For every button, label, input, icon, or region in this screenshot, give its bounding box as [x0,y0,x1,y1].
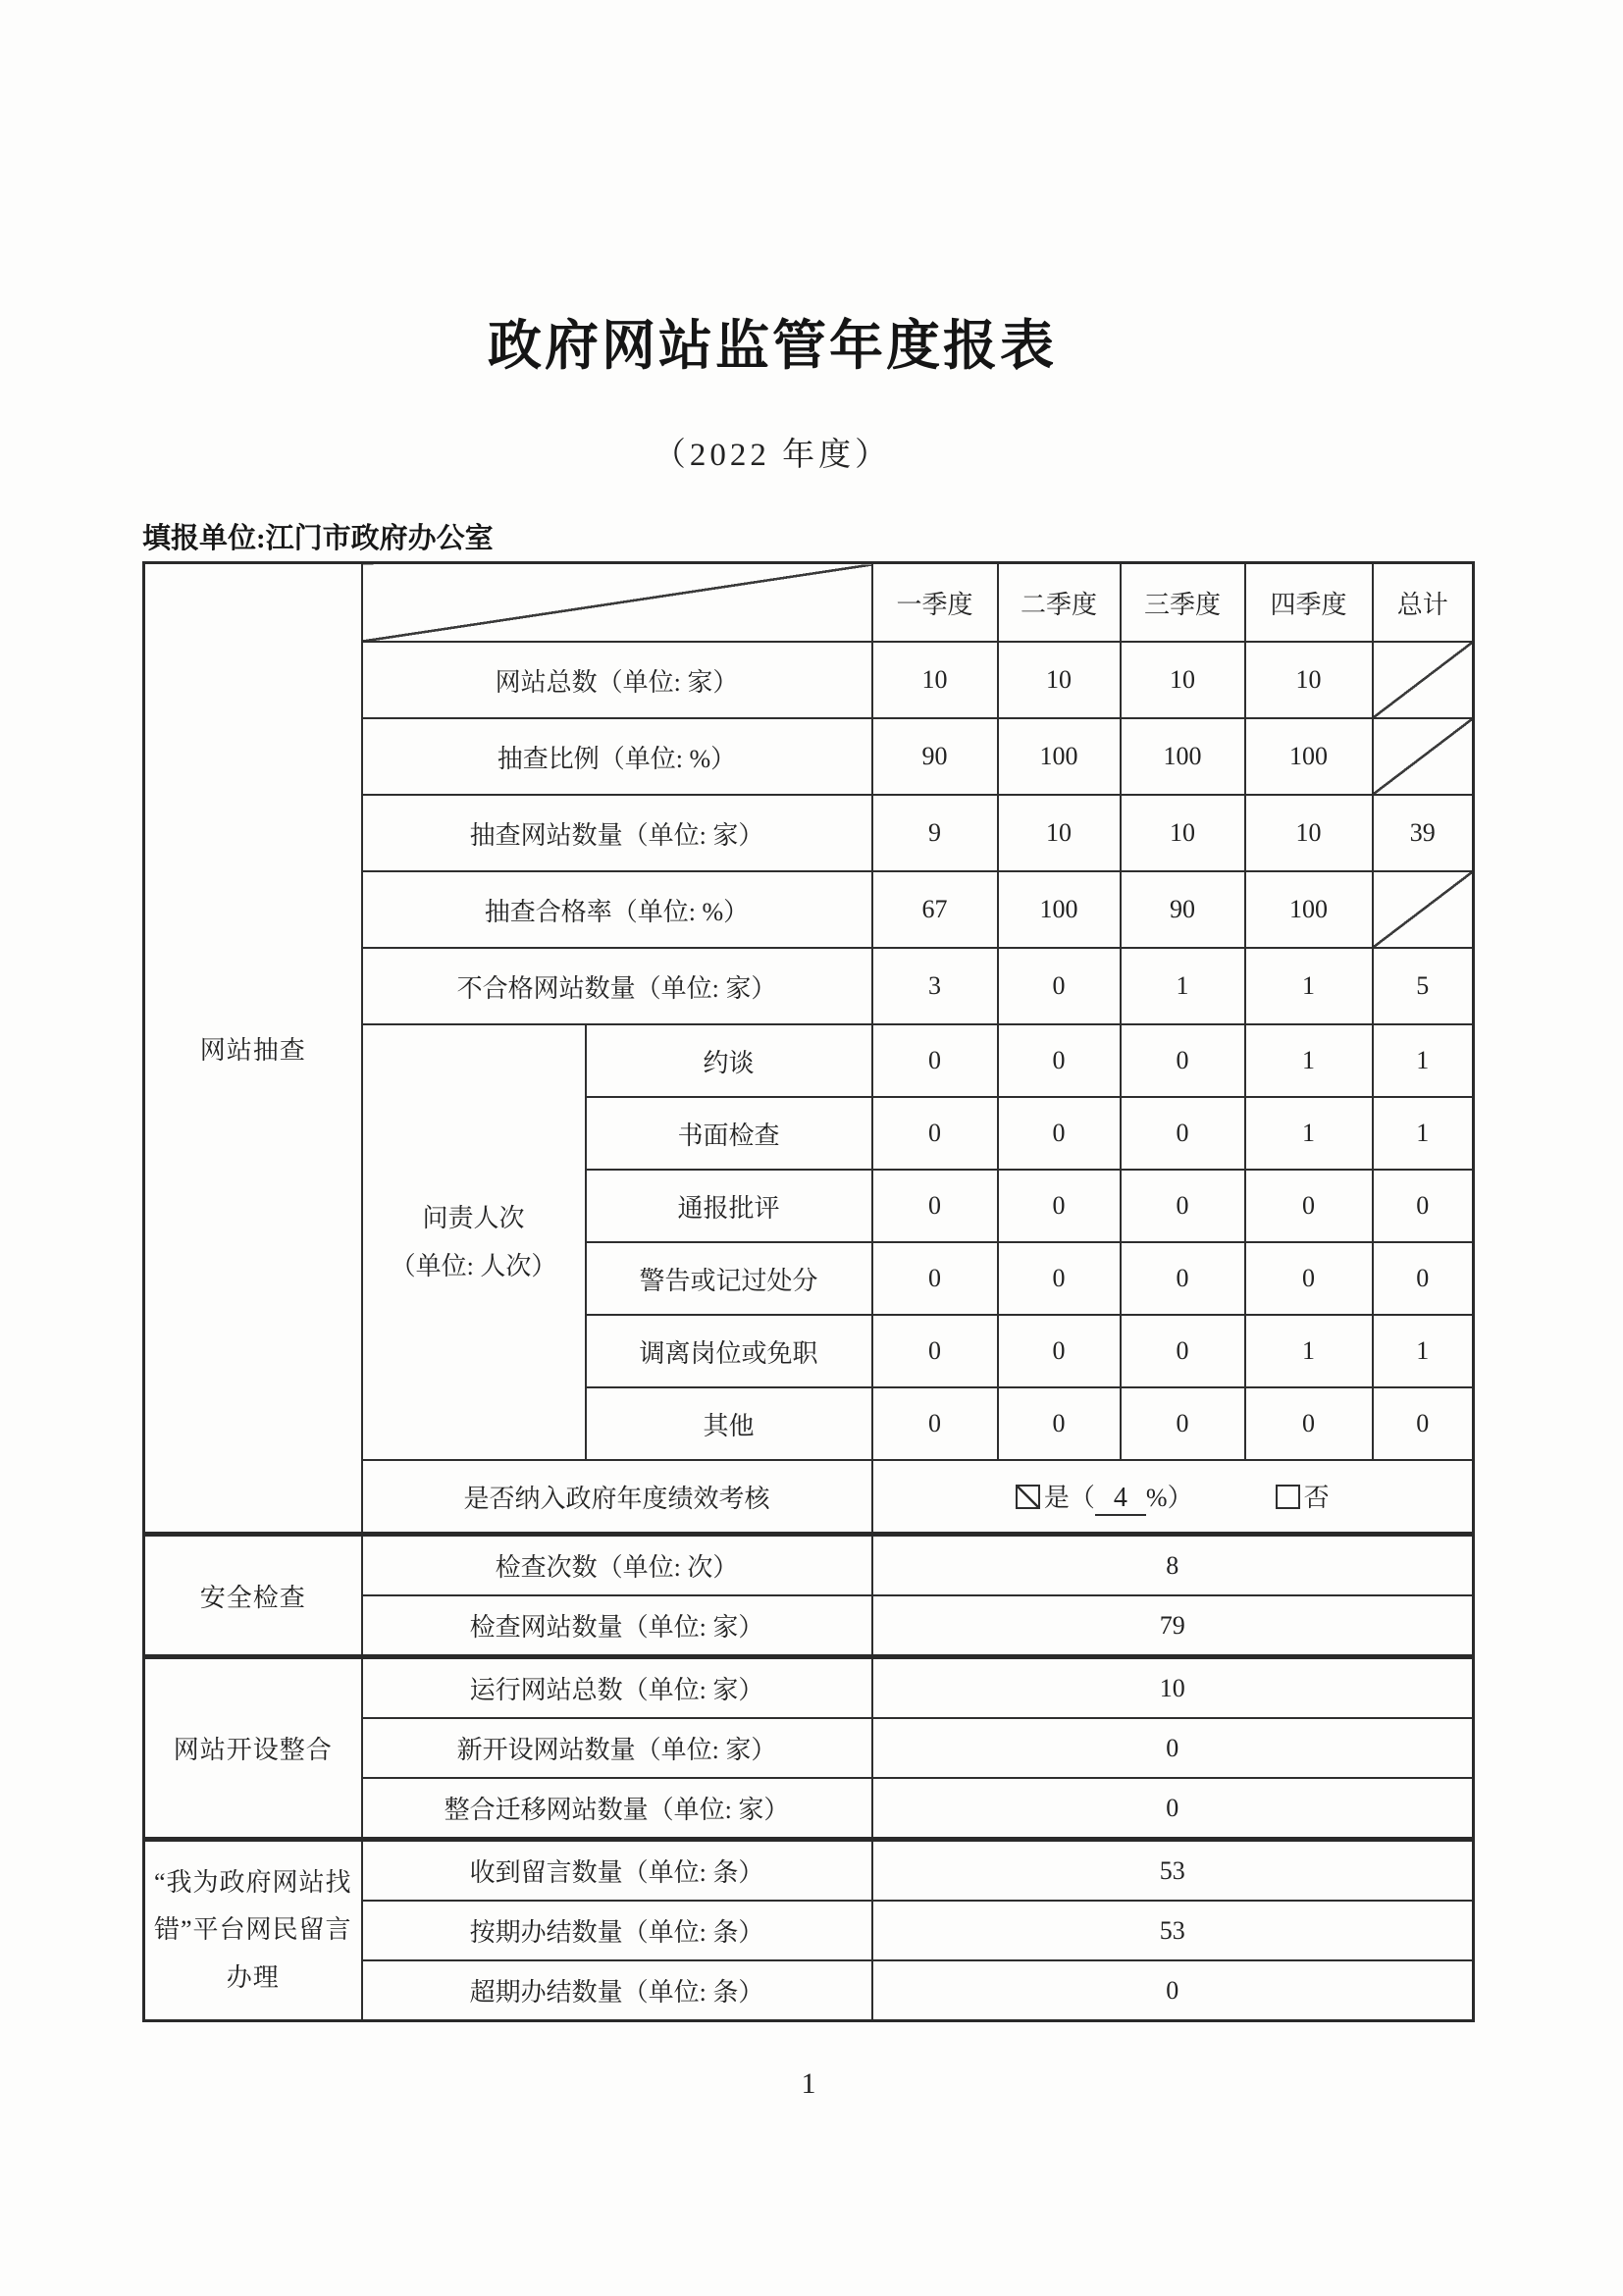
report-table [142,561,1475,2022]
row-label: 书面检查 [586,1097,872,1170]
total-cell: 0 [1373,1242,1474,1315]
row-label: 调离岗位或免职 [586,1315,872,1387]
row-label: 约谈 [586,1024,872,1097]
value-cell: 3 [872,948,998,1024]
category-cell-error-reporting-platform: “我为政府网站找错”平台网民留言办理 [144,1840,362,2021]
value-cell: 0 [998,948,1121,1024]
value-cell: 1 [1245,1315,1373,1387]
accountability-label-line2: （单位: 人次） [390,1252,557,1280]
total-cell-diagonal [1373,642,1474,718]
value-cell: 100 [1245,718,1373,795]
value-cell: 100 [998,718,1121,795]
value-cell: 0 [1121,1024,1245,1097]
value-cell: 53 [872,1840,1474,1902]
total-cell: 5 [1373,948,1474,1024]
reporting-unit-value: 江门市政府办公室 [265,523,494,554]
row-label: 通报批评 [586,1170,872,1242]
value-cell: 1 [1245,1097,1373,1170]
column-header-q4: 四季度 [1245,563,1373,643]
assessment-yes-value: 4 [1095,1483,1146,1516]
row-label: 检查网站数量（单位: 家） [362,1595,872,1657]
column-header-q1: 一季度 [872,563,998,643]
value-cell: 0 [872,1778,1474,1840]
row-label: 是否纳入政府年度绩效考核 [362,1460,872,1535]
value-cell: 0 [998,1387,1121,1460]
value-cell: 1 [1245,1024,1373,1097]
value-cell: 67 [872,871,998,948]
value-cell: 0 [1121,1097,1245,1170]
reporting-unit [142,516,1475,556]
value-cell: 79 [872,1595,1474,1657]
value-cell: 8 [872,1535,1474,1596]
total-cell: 0 [1373,1387,1474,1460]
total-cell: 39 [1373,795,1474,871]
row-label: 超期办结数量（单位: 条） [362,1960,872,2021]
value-cell: 9 [872,795,998,871]
value-cell: 0 [872,1242,998,1315]
unchecked-checkbox-icon [1276,1485,1300,1509]
value-cell: 0 [998,1315,1121,1387]
table-row [144,1840,1474,1902]
category-cell-website-sampling: 网站抽查 [144,563,362,1535]
table-row [144,1535,1474,1596]
column-header-q2: 二季度 [998,563,1121,643]
value-cell: 0 [998,1097,1121,1170]
page-title: 政府网站监管年度报表 [487,316,1057,376]
total-cell: 0 [1373,1170,1474,1242]
value-cell: 10 [1121,795,1245,871]
value-cell: 0 [1245,1387,1373,1460]
checked-checkbox-icon [1016,1485,1040,1509]
accountability-label [362,1024,586,1460]
row-label: 抽查比例（单位: %） [362,718,872,795]
value-cell: 10 [998,642,1121,718]
row-label: 警告或记过处分 [586,1242,872,1315]
value-cell: 0 [872,1024,998,1097]
value-cell: 53 [872,1901,1474,1960]
value-cell: 1 [1121,948,1245,1024]
page-subtitle: （2022 年度） [653,438,892,473]
value-cell: 10 [1245,642,1373,718]
accountability-label-line1: 问责人次 [422,1203,525,1232]
value-cell: 100 [1121,718,1245,795]
value-cell: 100 [1245,871,1373,948]
value-cell: 0 [1245,1242,1373,1315]
value-cell: 100 [998,871,1121,948]
value-cell: 90 [1121,871,1245,948]
value-cell: 0 [1121,1315,1245,1387]
row-label: 网站总数（单位: 家） [362,642,872,718]
total-cell-diagonal [1373,718,1474,795]
row-label: 其他 [586,1387,872,1460]
value-cell: 0 [872,1960,1474,2021]
assessment-yes-suffix: %） [1145,1483,1193,1512]
value-cell: 0 [1121,1170,1245,1242]
assessment-yes-prefix: 是（ [1043,1483,1095,1512]
row-label: 不合格网站数量（单位: 家） [362,948,872,1024]
diagonal-header-cell [362,563,872,643]
table-row [144,1657,1474,1719]
total-cell-diagonal [1373,871,1474,948]
row-label: 按期办结数量（单位: 条） [362,1901,872,1960]
assessment-no-label: 否 [1303,1483,1330,1512]
row-label: 整合迁移网站数量（单位: 家） [362,1778,872,1840]
row-label: 抽查合格率（单位: %） [362,871,872,948]
value-cell: 0 [872,1387,998,1460]
value-cell: 10 [1245,795,1373,871]
assessment-value-cell [872,1460,1474,1535]
reporting-unit-label: 填报单位: [142,523,266,554]
table-header-row [144,563,1474,643]
total-cell: 1 [1373,1097,1474,1170]
document-content [142,0,1475,2101]
value-cell: 0 [1121,1387,1245,1460]
category-cell-security-check: 安全检查 [144,1535,362,1657]
total-cell: 1 [1373,1315,1474,1387]
value-cell: 10 [872,1657,1474,1719]
value-cell: 0 [872,1718,1474,1778]
value-cell: 10 [998,795,1121,871]
total-cell: 1 [1373,1024,1474,1097]
value-cell: 0 [872,1170,998,1242]
value-cell: 90 [872,718,998,795]
value-cell: 0 [998,1024,1121,1097]
value-cell: 0 [998,1242,1121,1315]
value-cell: 0 [1245,1170,1373,1242]
value-cell: 0 [1121,1242,1245,1315]
column-header-total: 总计 [1373,563,1474,643]
value-cell: 1 [1245,948,1373,1024]
row-label: 新开设网站数量（单位: 家） [362,1718,872,1778]
row-label: 抽查网站数量（单位: 家） [362,795,872,871]
page-number: 1 [801,2067,816,2100]
value-cell: 10 [1121,642,1245,718]
row-label: 检查次数（单位: 次） [362,1535,872,1596]
value-cell: 0 [872,1097,998,1170]
column-header-q3: 三季度 [1121,563,1245,643]
value-cell: 0 [872,1315,998,1387]
row-label: 收到留言数量（单位: 条） [362,1840,872,1902]
row-label: 运行网站总数（单位: 家） [362,1657,872,1719]
value-cell: 0 [998,1170,1121,1242]
value-cell: 10 [872,642,998,718]
category-cell-website-integration: 网站开设整合 [144,1657,362,1840]
